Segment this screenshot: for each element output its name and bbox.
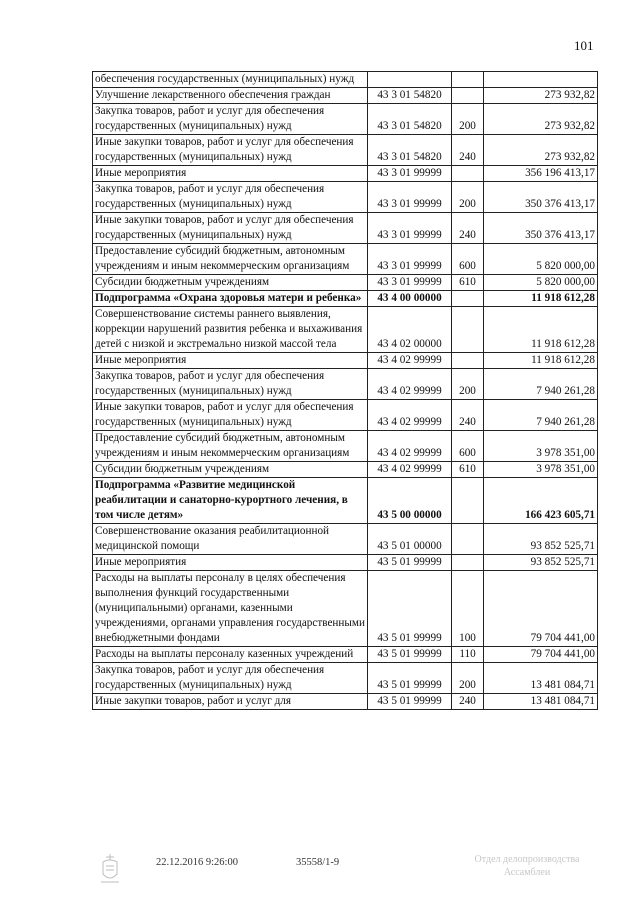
row-name-cell: Расходы на выплаты персоналу в целях обеспечения выполнения функций государственными (муниципальными) органами, казенными учреждениями, органами управления государственными внебюджетными фондами	[93, 571, 368, 647]
row-name-cell: обеспечения государственных (муниципальных) нужд	[93, 72, 368, 88]
row-type-cell	[452, 353, 484, 369]
row-code-cell: 43 4 00 00000	[368, 291, 452, 307]
footer-doc-id: 35558/1-9	[296, 857, 340, 868]
row-name-cell: Закупка товаров, работ и услуг для обеспечения государственных (муниципальных) нужд	[93, 369, 368, 400]
row-name-cell: Закупка товаров, работ и услуг для обеспечения государственных (муниципальных) нужд	[93, 663, 368, 694]
row-code-cell: 43 3 01 99999	[368, 213, 452, 244]
footer-date: 22.12.2016 9:26:00	[156, 857, 238, 868]
row-code-cell: 43 3 01 99999	[368, 166, 452, 182]
table-row	[93, 647, 598, 663]
page-number: 101	[574, 38, 594, 53]
row-sum-cell: 11 918 612,28	[484, 307, 598, 353]
row-name-cell: Совершенствование системы раннего выявления, коррекции нарушений развития ребенка и выхаживания детей с низкой и экстремально низкой массой тела	[93, 307, 368, 353]
row-type-cell: 100	[452, 571, 484, 647]
row-type-cell: 110	[452, 647, 484, 663]
row-sum-cell: 7 940 261,28	[484, 369, 598, 400]
row-type-cell	[452, 72, 484, 88]
row-type-cell: 610	[452, 462, 484, 478]
table-row	[93, 88, 598, 104]
row-sum-cell: 273 932,82	[484, 104, 598, 135]
row-code-cell: 43 4 02 99999	[368, 400, 452, 431]
row-sum-cell: 13 481 084,71	[484, 694, 598, 710]
table-row	[93, 291, 598, 307]
row-code-cell: 43 5 00 00000	[368, 478, 452, 524]
table-row	[93, 555, 598, 571]
table-row	[93, 135, 598, 166]
table-row	[93, 462, 598, 478]
row-code-cell: 43 3 01 54820	[368, 104, 452, 135]
row-name-cell: Совершенствование оказания реабилитационной медицинской помощи	[93, 524, 368, 555]
row-name-cell: Предоставление субсидий бюджетным, автономным учреждениям и иным некоммерческим организациям	[93, 431, 368, 462]
row-name-cell: Расходы на выплаты персоналу казенных учреждений	[93, 647, 368, 663]
row-code-cell: 43 3 01 99999	[368, 244, 452, 275]
row-sum-cell: 350 376 413,17	[484, 213, 598, 244]
row-type-cell: 610	[452, 275, 484, 291]
row-name-cell: Предоставление субсидий бюджетным, автономным учреждениям и иным некоммерческим организациям	[93, 244, 368, 275]
row-type-cell: 240	[452, 694, 484, 710]
table-row	[93, 524, 598, 555]
table-row	[93, 369, 598, 400]
row-type-cell	[452, 307, 484, 353]
row-sum-cell: 3 978 351,00	[484, 431, 598, 462]
row-code-cell: 43 4 02 99999	[368, 369, 452, 400]
row-code-cell: 43 3 01 99999	[368, 275, 452, 291]
row-code-cell	[368, 72, 452, 88]
table-row	[93, 353, 598, 369]
row-code-cell: 43 5 01 99999	[368, 647, 452, 663]
row-type-cell: 200	[452, 369, 484, 400]
row-type-cell	[452, 166, 484, 182]
table-row	[93, 104, 598, 135]
row-name-cell: Подпрограмма «Охрана здоровья матери и ребенка»	[93, 291, 368, 307]
row-sum-cell: 166 423 605,71	[484, 478, 598, 524]
emblem-icon	[97, 852, 123, 886]
table-row	[93, 663, 598, 694]
row-code-cell: 43 4 02 00000	[368, 307, 452, 353]
row-type-cell: 200	[452, 104, 484, 135]
footer-stamp	[452, 853, 602, 879]
row-code-cell: 43 4 02 99999	[368, 431, 452, 462]
footer-stamp-line-1: Отдел делопроизводства	[474, 854, 580, 865]
table-row	[93, 182, 598, 213]
row-sum-cell	[484, 72, 598, 88]
row-sum-cell: 79 704 441,00	[484, 647, 598, 663]
row-name-cell: Иные мероприятия	[93, 555, 368, 571]
row-code-cell: 43 5 01 00000	[368, 524, 452, 555]
row-type-cell	[452, 524, 484, 555]
row-type-cell: 240	[452, 213, 484, 244]
row-name-cell: Субсидии бюджетным учреждениям	[93, 462, 368, 478]
row-name-cell: Иные мероприятия	[93, 166, 368, 182]
table-row	[93, 571, 598, 647]
row-code-cell: 43 5 01 99999	[368, 663, 452, 694]
row-sum-cell: 273 932,82	[484, 88, 598, 104]
row-sum-cell: 350 376 413,17	[484, 182, 598, 213]
row-sum-cell: 93 852 525,71	[484, 524, 598, 555]
row-sum-cell: 11 918 612,28	[484, 353, 598, 369]
row-name-cell: Закупка товаров, работ и услуг для обеспечения государственных (муниципальных) нужд	[93, 104, 368, 135]
row-code-cell: 43 3 01 54820	[368, 135, 452, 166]
row-code-cell: 43 3 01 99999	[368, 182, 452, 213]
row-type-cell	[452, 291, 484, 307]
row-code-cell: 43 5 01 99999	[368, 694, 452, 710]
table-row	[93, 72, 598, 88]
table-row	[93, 431, 598, 462]
table-row	[93, 166, 598, 182]
row-type-cell: 240	[452, 400, 484, 431]
row-name-cell: Субсидии бюджетным учреждениям	[93, 275, 368, 291]
row-code-cell: 43 4 02 99999	[368, 462, 452, 478]
row-code-cell: 43 5 01 99999	[368, 555, 452, 571]
table-row	[93, 478, 598, 524]
table-row	[93, 213, 598, 244]
row-name-cell: Улучшение лекарственного обеспечения граждан	[93, 88, 368, 104]
budget-table-body	[93, 72, 598, 710]
row-sum-cell: 79 704 441,00	[484, 571, 598, 647]
row-name-cell: Подпрограмма «Развитие медицинской реабилитации и санаторно-курортного лечения, в том числе детям»	[93, 478, 368, 524]
row-name-cell: Иные мероприятия	[93, 353, 368, 369]
row-name-cell: Иные закупки товаров, работ и услуг для обеспечения государственных (муниципальных) нужд	[93, 213, 368, 244]
row-type-cell	[452, 88, 484, 104]
table-row	[93, 275, 598, 291]
row-type-cell	[452, 555, 484, 571]
table-row	[93, 307, 598, 353]
row-sum-cell: 93 852 525,71	[484, 555, 598, 571]
row-name-cell: Закупка товаров, работ и услуг для обеспечения государственных (муниципальных) нужд	[93, 182, 368, 213]
row-type-cell: 240	[452, 135, 484, 166]
row-sum-cell: 5 820 000,00	[484, 275, 598, 291]
table-row	[93, 694, 598, 710]
row-name-cell: Иные закупки товаров, работ и услуг для обеспечения государственных (муниципальных) нужд	[93, 135, 368, 166]
row-code-cell: 43 5 01 99999	[368, 571, 452, 647]
row-sum-cell: 356 196 413,17	[484, 166, 598, 182]
row-name-cell: Иные закупки товаров, работ и услуг для обеспечения государственных (муниципальных) нужд	[93, 400, 368, 431]
table-row	[93, 400, 598, 431]
row-sum-cell: 273 932,82	[484, 135, 598, 166]
row-type-cell	[452, 478, 484, 524]
row-code-cell: 43 4 02 99999	[368, 353, 452, 369]
row-sum-cell: 13 481 084,71	[484, 663, 598, 694]
row-name-cell: Иные закупки товаров, работ и услуг для	[93, 694, 368, 710]
row-sum-cell: 11 918 612,28	[484, 291, 598, 307]
row-type-cell: 600	[452, 431, 484, 462]
row-type-cell: 600	[452, 244, 484, 275]
row-code-cell: 43 3 01 54820	[368, 88, 452, 104]
footer-stamp-line-2: Ассамблеи	[503, 867, 551, 878]
budget-table	[92, 71, 598, 710]
row-sum-cell: 5 820 000,00	[484, 244, 598, 275]
row-sum-cell: 7 940 261,28	[484, 400, 598, 431]
row-sum-cell: 3 978 351,00	[484, 462, 598, 478]
row-type-cell: 200	[452, 182, 484, 213]
table-row	[93, 244, 598, 275]
row-type-cell: 200	[452, 663, 484, 694]
